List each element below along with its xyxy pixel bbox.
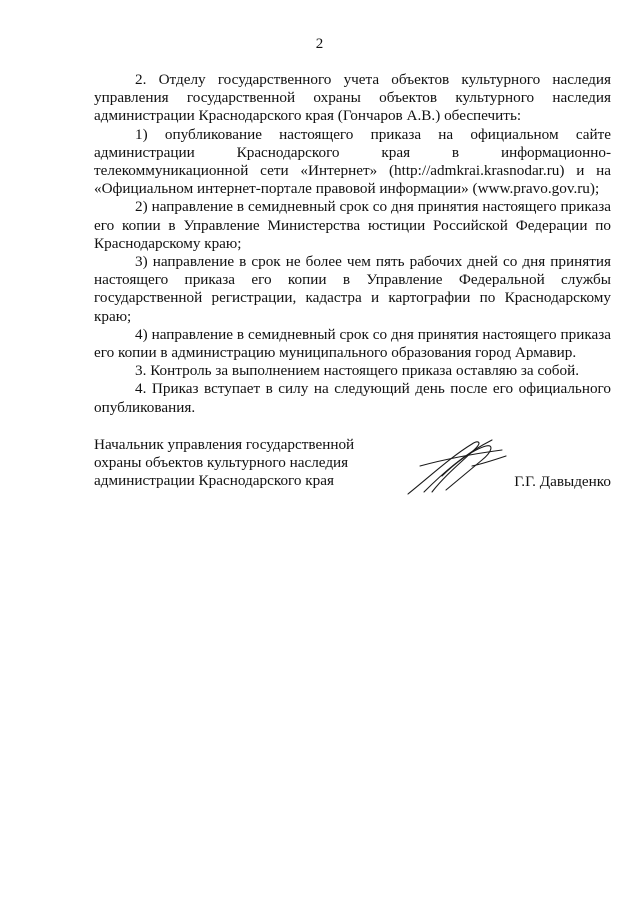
- signatory-title-line: администрации Краснодарского края: [94, 472, 334, 490]
- signatory-title-line: Начальник управления государственной: [94, 436, 355, 453]
- paragraph-item-3: 3. Контроль за выполнением настоящего приказа оставляю за собой.: [135, 362, 580, 380]
- page-number: 2: [315, 36, 324, 52]
- signature-block: [94, 436, 611, 506]
- paragraph-subitem-4: 4) направление в семидневный срок со дня принятия настоящего приказа его копии в администрацию муниципального образования город Армавир.: [94, 325, 611, 362]
- paragraph-item-4: 4. Приказ вступает в силу на следующий день после его официального опубликования.: [94, 380, 611, 416]
- signatory-title-line: охраны объектов культурного наследия: [94, 454, 349, 472]
- paragraph-subitem-3: 3) направление в срок не более чем пять рабочих дней со дня принятия настоящего приказа его копии в Управление Федеральной службы государственной регистрации, кадастра и картографии по Краснодарскому краю;: [94, 253, 611, 325]
- paragraph-item-2: 2. Отделу государственного учета объектов культурного наследия управления государственной охраны объектов культурного наследия администрации Краснодарского края (Гончаров А.В.) обеспечить:: [94, 71, 611, 125]
- handwritten-signature: [402, 436, 512, 498]
- paragraph-subitem-1: 1) опубликование настоящего приказа на официальном сайте администрации Краснодарского края в информационно-телекоммуникационной сети «Интернет» (http://admkrai.krasnodar.ru) и на «Официальном интернет-портале правовой информации» (www.pravo.gov.ru);: [94, 125, 611, 198]
- signatory-name: Г.Г. Давыденко: [514, 473, 611, 490]
- signatory-title: [94, 436, 384, 491]
- document-body: [94, 71, 611, 417]
- paragraph-subitem-2: 2) направление в семидневный срок со дня принятия настоящего приказа его копии в Управление Министерства юстиции Российской Федерации по Краснодарскому краю;: [94, 198, 611, 252]
